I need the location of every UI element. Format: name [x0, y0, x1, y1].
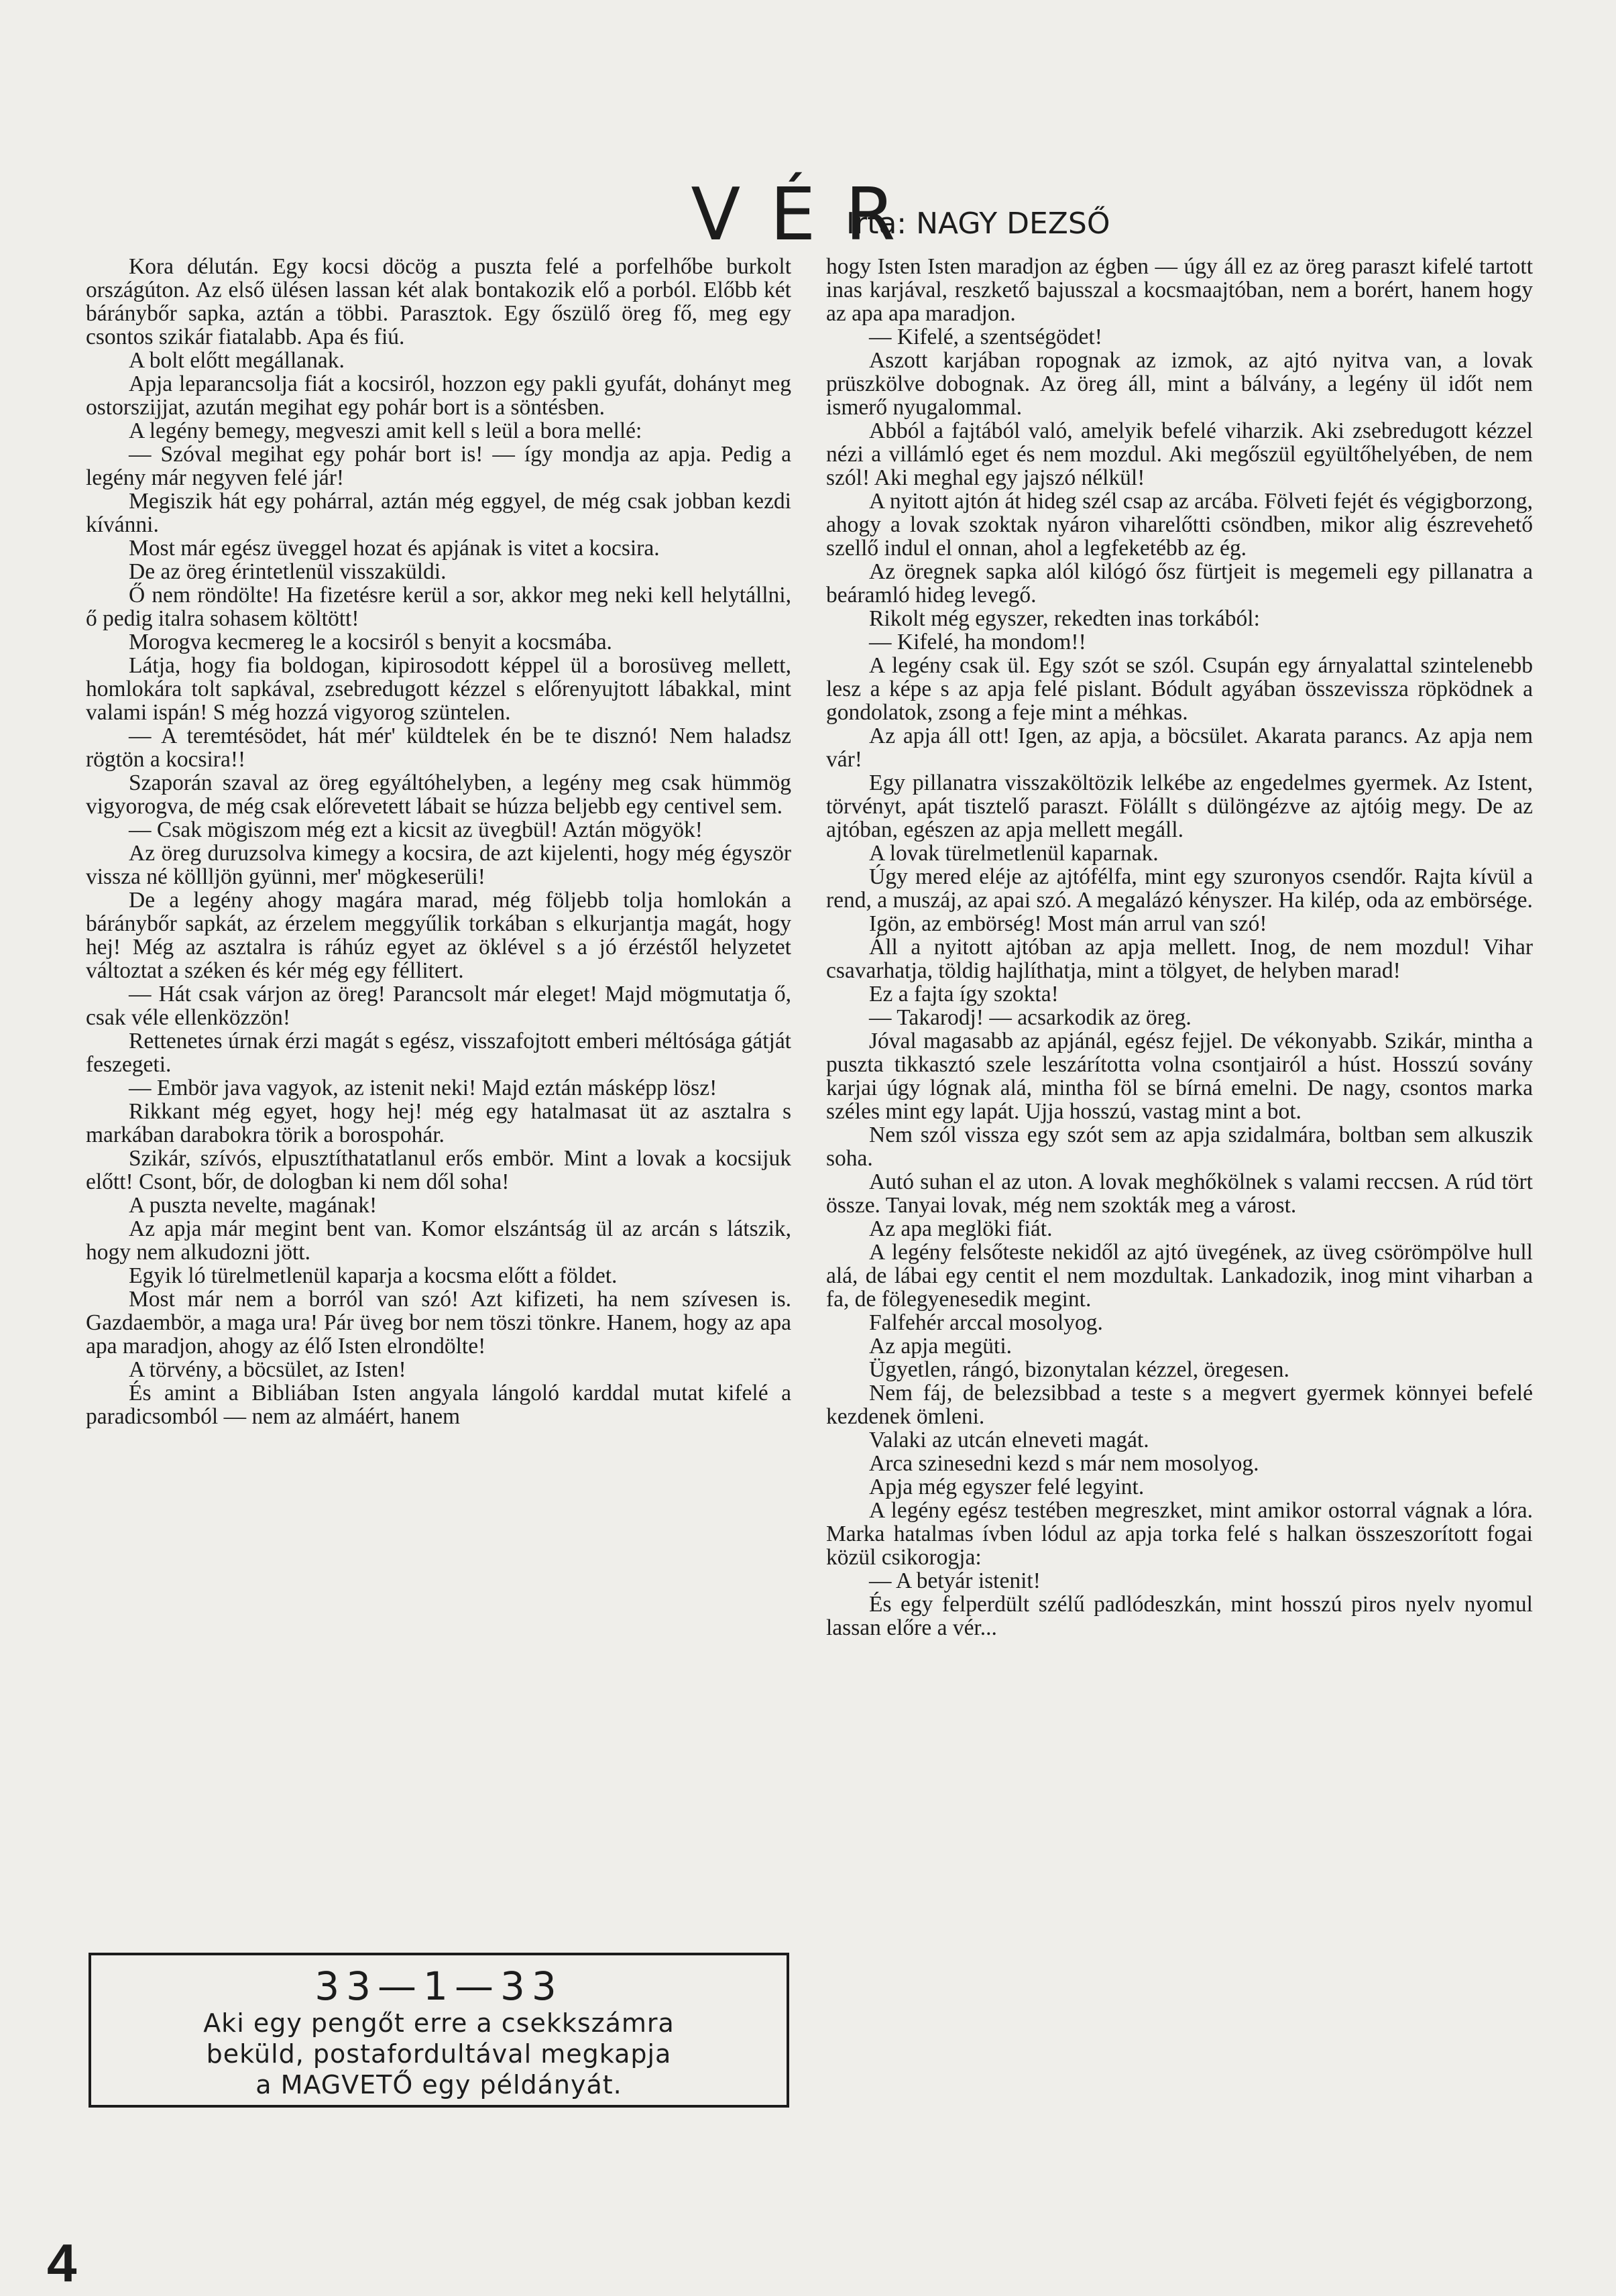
- left-column: [86, 255, 791, 1428]
- paragraph: Ő nem röndölte! Ha fizetésre kerül a sor, akkor meg neki kell helytállni, ő pedig italra sohasem költött!: [86, 583, 791, 631]
- right-column: [826, 255, 1533, 1640]
- paragraph: Kora délután. Egy kocsi döcög a puszta felé a porfelhőbe burkolt országúton. Az első ülésen lassan két alak bontakozik elő a porból. Előbb két báránybőr sapka, aztán a többi. Parasztok. Egy őszülő öreg fő, meg egy csontos szikár fiatalabb. Apa és fiú.: [86, 254, 791, 349]
- paragraph: Megiszik hát egy pohárral, aztán még eggyel, de még csak jobban kezdi kívánni.: [86, 489, 791, 537]
- paragraph: Igön, az embörség! Most mán arrul van szó!: [869, 911, 1267, 936]
- paragraph: Egyik ló türelmetlenül kaparja a kocsma előtt a földet.: [129, 1263, 618, 1288]
- paragraph: És amint a Bibliában Isten angyala lángoló karddal mutat kifelé a paradicsomból — nem az almáért, hanem: [86, 1381, 791, 1429]
- paragraph: Most már nem a borról van szó! Azt kifizeti, ha nem szívesen is. Gazdaembör, a maga ura! Pár üveg bor nem töszi tönkre. Hanem, hogy az apa apa maradjon, ahogy az élő Isten elrondölte!: [86, 1287, 791, 1359]
- paragraph: Aszott karjában ropognak az izmok, az ajtó nyitva van, a lovak prüszkölve dobognak. Az öreg áll, mint a bálvány, a legény ül időt nem ismerő nyugalommal.: [826, 348, 1533, 420]
- article-byline: Irta: NAGY DEZSŐ: [846, 207, 1110, 241]
- ad-line: beküld, postafordultával megkapja: [206, 2039, 672, 2069]
- paragraph: Valaki az utcán elneveti magát.: [869, 1428, 1149, 1452]
- paragraph: Rettenetes úrnak érzi magát s egész, visszafojtott emberi méltósága gátját feszegeti.: [86, 1029, 791, 1077]
- paragraph: — Hát csak várjon az öreg! Parancsolt már eleget! Majd mögmutatja ő, csak véle ellenközzön!: [86, 982, 791, 1030]
- paragraph: Egy pillanatra visszaköltözik lelkébe az engedelmes gyermek. Az Istent, törvényt, apát tisztelő paraszt. Fölállt s dülöngézve az ajtóig megy. De az ajtóban, egészen az apja mellett megáll.: [826, 770, 1533, 842]
- paragraph: De a legény ahogy magára marad, még följebb tolja homlokán a báránybőr sapkát, az érzelem meggyűlik torkában s elkurjantja magát, hogy hej! Még az asztalra is ráhúz egyet az öklével s a jó érzéstől helyzetet változtat a széken és kér még egy féllitert.: [86, 888, 791, 983]
- paragraph: Rikolt még egyszer, rekedten inas torkából:: [869, 606, 1260, 631]
- paragraph: hogy Isten Isten maradjon az égben — úgy áll ez az öreg paraszt kifelé tartott inas karjával, reszkető bajusszal a kocsmaajtóban, nem a borért, hanem hogy az apa apa maradjon.: [826, 254, 1533, 326]
- paragraph: Rikkant még egyet, hogy hej! még egy hatalmasat üt az asztalra s markában darabokra törik a borospohár.: [86, 1099, 791, 1147]
- paragraph: Apja még egyszer felé legyint.: [869, 1475, 1145, 1499]
- paragraph: Apja leparancsolja fiát a kocsiról, hozzon egy pakli gyufát, dohányt meg ostorszijjat, azután megihat egy pohár bort is a söntésben.: [86, 371, 791, 420]
- paragraph: Ügyetlen, rángó, bizonytalan kézzel, öregesen.: [869, 1357, 1289, 1382]
- paragraph: — Takarodj! — acsarkodik az öreg.: [869, 1005, 1192, 1030]
- ad-code: 33—1—33: [314, 1963, 563, 2009]
- paragraph: Az apa meglöki fiát.: [869, 1216, 1053, 1241]
- ad-line: a MAGVETŐ egy példányát.: [255, 2070, 622, 2100]
- paragraph: A bolt előtt megállanak.: [129, 348, 345, 373]
- paragraph: A törvény, a böcsület, az Isten!: [129, 1357, 406, 1382]
- magveto-advertisement-box: [89, 1953, 789, 2108]
- paragraph: A puszta nevelte, magának!: [129, 1193, 378, 1218]
- paragraph: Az öregnek sapka alól kilógó ősz fürtjeit is megemeli egy pillanatra a beáramló hideg levegő.: [826, 559, 1533, 608]
- page-number: 4: [47, 2233, 77, 2293]
- paragraph: Morogva kecmereg le a kocsiról s benyit a kocsmába.: [129, 630, 612, 654]
- paragraph: Az apja áll ott! Igen, az apja, a böcsület. Akarata parancs. Az apja nem vár!: [826, 724, 1533, 772]
- paragraph: De az öreg érintetlenül visszaküldi.: [129, 559, 447, 584]
- paragraph: Falfehér arccal mosolyog.: [869, 1310, 1103, 1335]
- paragraph: — Kifelé, ha mondom!!: [869, 630, 1086, 654]
- paragraph: És egy felperdült szélű padlódeszkán, mint hosszú piros nyelv nyomul lassan előre a vér...: [826, 1592, 1533, 1640]
- paragraph: — Kifelé, a szentségödet!: [869, 325, 1102, 349]
- paragraph: — A betyár istenit!: [869, 1568, 1041, 1593]
- paragraph: Jóval magasabb az apjánál, egész fejjel. De vékonyabb. Szikár, mintha a puszta tikkasztó szele leszárította volna csontjairól a húst. Hosszú sovány karjai úgy lógnak alá, mintha föl se bírná emelni. De nagy, csontos marka széles mint egy lapát. Ujja hosszú, vastag mint a bot.: [826, 1029, 1533, 1124]
- paragraph: Arca szinesedni kezd s már nem mosolyog.: [869, 1451, 1259, 1476]
- paragraph: Az apja már megint bent van. Komor elszántság ül az arcán s látszik, hogy nem alkudozni jött.: [86, 1216, 791, 1265]
- paragraph: Szikár, szívós, elpusztíthatatlanul erős embör. Mint a lovak a kocsijuk előtt! Csont, bőr, de dologban ki nem dől soha!: [86, 1146, 791, 1194]
- ad-line: Aki egy pengőt erre a csekkszámra: [203, 2008, 675, 2038]
- paragraph: Ez a fajta így szokta!: [869, 982, 1059, 1007]
- paragraph: — Csak mögiszom még ezt a kicsit az üvegbül! Aztán mögyök!: [129, 817, 703, 842]
- paragraph: Nem fáj, de belezsibbad a teste s a megvert gyermek könnyei befelé kezdenek ömleni.: [826, 1381, 1533, 1429]
- paragraph: — Szóval megihat egy pohár bort is! — így mondja az apja. Pedig a legény már negyven felé jár!: [86, 442, 791, 490]
- paragraph: — A teremtésödet, hát mér' küldtelek én be te disznó! Nem haladsz rögtön a kocsira!!: [86, 724, 791, 772]
- paragraph: Nem szól vissza egy szót sem az apja szidalmára, boltban sem alkuszik soha.: [826, 1123, 1533, 1171]
- paragraph: — Embör java vagyok, az istenit neki! Majd eztán másképp lösz!: [129, 1076, 717, 1100]
- paragraph: A legény egész testében megreszket, mint amikor ostorral vágnak a lóra. Marka hatalmas ívben lódul az apja torka felé s halkan összeszorított fogai közül csikorogja:: [826, 1498, 1533, 1570]
- paragraph: Az öreg duruzsolva kimegy a kocsira, de azt kijelenti, hogy még égyször vissza né köllljön gyünni, mer' mögkeserüli!: [86, 841, 791, 889]
- paragraph: Áll a nyitott ajtóban az apja mellett. Inog, de nem mozdul! Vihar csavarhatja, töldig hajlíthatja, mint a tölgyet, de helyben marad!: [826, 935, 1533, 983]
- paragraph: Szaporán szaval az öreg egyáltóhelyben, a legény meg csak hümmög vigyorogva, de még csak előrevetett lábait se húzza beljebb egy centivel sem.: [86, 770, 791, 819]
- paragraph: Most már egész üveggel hozat és apjának is vitet a kocsira.: [129, 536, 660, 561]
- paragraph: Abból a fajtából való, amelyik befelé viharzik. Aki zsebredugott kézzel nézi a villámló eget és nem mozdul. Aki megőszül együltőhelyében, de nem szól! Aki meghal egy jajszó nélkül!: [826, 418, 1533, 490]
- paragraph: A legény bemegy, megveszi amit kell s leül a bora mellé:: [129, 418, 642, 443]
- paragraph: A legény csak ül. Egy szót se szól. Csupán egy árnyalattal szintelenebb lesz a képe s az apja felé pislant. Bódult agyában összevissza röpködnek a gondolatok, zsong a feje mint a méhkas.: [826, 653, 1533, 725]
- paragraph: A nyitott ajtón át hideg szél csap az arcába. Fölveti fejét és végigborzong, ahogy a lovak szoktak nyáron viharelőtti csöndben, mikor alig észrevehető szellő indul el onnan, ahol a legfeketébb az ég.: [826, 489, 1533, 561]
- paragraph: Autó suhan el az uton. A lovak meghőkölnek s valami reccsen. A rúd tört össze. Tanyai lovak, még nem szokták meg a várost.: [826, 1169, 1533, 1218]
- paragraph: A legény felsőteste nekidől az ajtó üvegének, az üveg csörömpölve hull alá, de lábai egy centit el nem mozdultak. Lankadozik, inog mint viharban a fa, de fölegyenesedik megint.: [826, 1240, 1533, 1312]
- paragraph: Az apja megüti.: [869, 1334, 1013, 1359]
- article-title: VÉR: [691, 173, 925, 257]
- paragraph: Látja, hogy fia boldogan, kipirosodott képpel ül a borosüveg mellett, homlokára tolt sapkával, zsebredugott kézzel s előrenyujtott lábakkal, mint valami ispán! S még hozzá vigyorog szüntelen.: [86, 653, 791, 725]
- paragraph: Úgy mered eléje az ajtófélfa, mint egy szuronyos csendőr. Rajta kívül a rend, a muszáj, az apai szó. A megalázó kényszer. Ha kilép, oda az embörsége.: [826, 864, 1533, 913]
- paragraph: A lovak türelmetlenül kaparnak.: [869, 841, 1159, 866]
